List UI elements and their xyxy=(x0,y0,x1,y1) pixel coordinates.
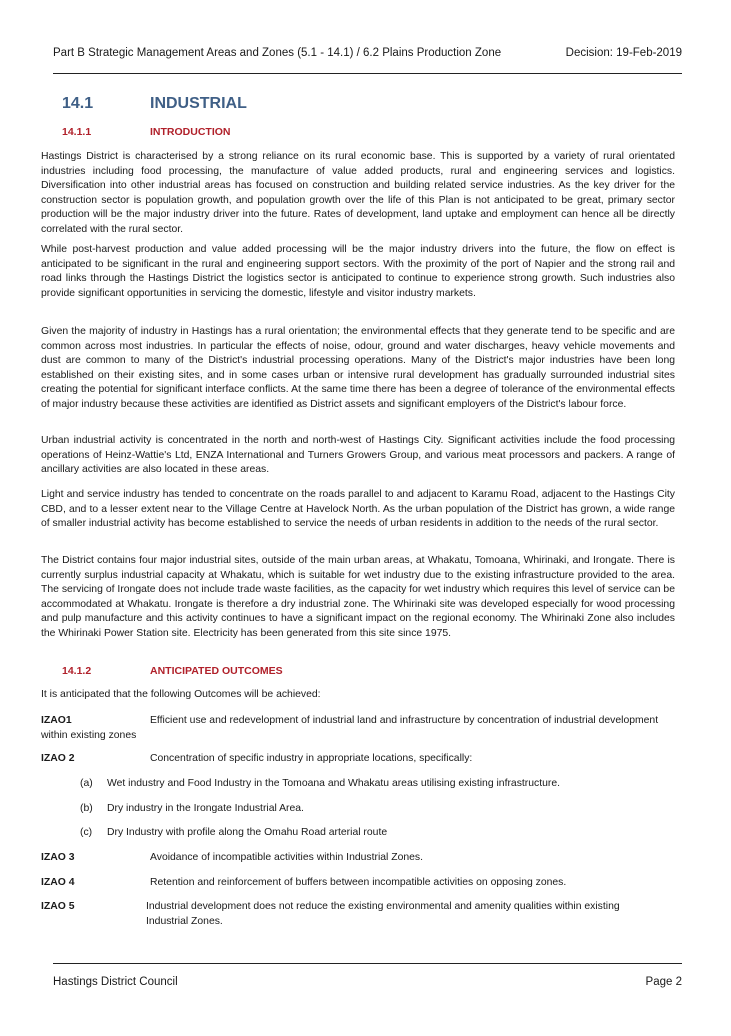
intro-paragraph-5: Light and service industry has tended to concentrate on the roads parallel to and adjacent to Karamu Road, adjacent to the Hastings City CBD, and to a lesser extent near to the Village Centre at Havelock North. As the urban population of the District has grown, a wide range of smaller industrial activity has become established to service the needs of urban residents in addition to the needs of the rural sector. xyxy=(41,489,675,530)
outcome-code: IZAO 3 xyxy=(41,852,75,863)
intro-paragraph-2: While post-harvest production and value added processing will be the major industry drivers into the future, the flow on effect is anticipated to be significant in the rural and engineering support sectors. With the proximity of the port of Napier and the strong rail and road links through the Hastings District the logistics sector is anticipated to continue to experience strong growth. Such industries also provide significant opportunities in servicing the domestic, lifestyle and visitor industry markets. xyxy=(41,244,675,299)
outcome-izao4 xyxy=(41,876,675,891)
outcome-subitem-a xyxy=(80,777,560,792)
outcomes-title: ANTICIPATED OUTCOMES xyxy=(150,665,283,677)
intro-paragraph-6: The District contains four major industrial sites, outside of the main urban areas, at Whakatu, Tomoana, Whirinaki, and Irongate. There is currently surplus industrial capacity at Whakatu, which is suitable for wet industry due to the existing infrastructure provided to the area. The servicing of Irongate does not include trade waste facilities, as the capacity for wet industry which requires this level of service can be accommodated at Whakatu. Irongate is therefore a dry industrial zone. The Whirinaki site was developed especially for wood processing and pulp manufacture and this activity continues to have a significant impact on the regional economy. The Whirinaki Zone also includes the Whirinaki Power Station site. Electricity has been generated from this site since 1975. xyxy=(41,555,675,639)
section-title: INDUSTRIAL xyxy=(150,95,247,112)
outcome-text: Industrial development does not reduce the existing environmental and amenity qualities within existing Industrial Zones. xyxy=(146,901,620,927)
outcome-izao5 xyxy=(41,900,621,929)
outcome-code: IZAO 2 xyxy=(41,753,75,764)
outcomes-heading xyxy=(62,665,283,677)
page-header xyxy=(53,47,682,74)
page-footer xyxy=(53,963,682,988)
footer-council-name: Hastings District Council xyxy=(53,976,178,988)
intro-paragraph-4: Urban industrial activity is concentrated in the north and north-west of Hastings City. Significant activities include the food processing operations of Heinz-Wattie's Ltd, ENZA International and Turners Growers Group, and various meat processors and packers. A range of ancillary activities are also located in these areas. xyxy=(41,435,675,476)
introduction-number: 14.1.1 xyxy=(62,126,92,138)
outcome-code: IZAO1 xyxy=(41,715,72,726)
subitem-text: Dry industry in the Irongate Industrial Area. xyxy=(107,803,304,814)
intro-paragraph-1: Hastings District is characterised by a strong reliance on its rural economic base. This is supported by a variety of rural orientated industries including food processing, the manufacture of value added products, rural and engineering services and logistics. Diversification into other industrial areas has focused on construction and building related service industries. As the key driver for the construction sector is population growth, and population growth over the life of this Plan is not anticipated to be great, primary sector production will be the major industry driver into the future. Rates of development, land uptake and employment can hence all be directly correlated with the rural sector. xyxy=(41,151,675,235)
subitem-label: (c) xyxy=(80,827,93,838)
outcome-text: Retention and reinforcement of buffers between incompatible activities on opposing zones. xyxy=(150,877,567,888)
header-decision-date: Decision: 19-Feb-2019 xyxy=(565,47,682,59)
outcome-code: IZAO 5 xyxy=(41,901,75,912)
introduction-heading xyxy=(62,126,231,138)
outcome-izao2 xyxy=(41,752,675,767)
footer-page-number: Page 2 xyxy=(645,976,682,988)
outcome-izao1 xyxy=(41,714,675,743)
section-number: 14.1 xyxy=(62,95,94,112)
header-document-title: Part B Strategic Management Areas and Zones (5.1 - 14.1) / 6.2 Plains Production Zone xyxy=(53,47,502,59)
outcome-text: Efficient use and redevelopment of industrial land and infrastructure by concentration of industrial development within existing zones xyxy=(41,715,659,741)
outcome-text: Concentration of specific industry in appropriate locations, specifically: xyxy=(150,753,473,764)
outcome-izao3 xyxy=(41,851,675,866)
intro-paragraph-3: Given the majority of industry in Hastings has a rural orientation; the environmental effects that they generate tend to be specific and are common across most industries. In particular the effects of noise, odour, ground and water discharges, heavy vehicle movements and dust are common to many of the District's industrial processing operations. Many of the District's major industries have been long established on their existing sites, and in some cases urban or intensive rural development has gradually surrounded industrial sites creating the potential for significant interface conflicts. At the same time there has been a degree of tolerance of the environmental effects of major industry because these activities are identified as District assets and significant employers of the District's labour force. xyxy=(41,326,675,410)
outcome-subitem-b xyxy=(80,802,304,817)
subitem-text: Wet industry and Food Industry in the Tomoana and Whakatu areas utilising existing infrastructure. xyxy=(107,778,561,789)
section-heading xyxy=(62,95,247,113)
outcomes-number: 14.1.2 xyxy=(62,665,92,677)
outcome-text: Avoidance of incompatible activities within Industrial Zones. xyxy=(150,852,423,863)
outcome-code: IZAO 4 xyxy=(41,877,75,888)
subitem-text: Dry Industry with profile along the Omahu Road arterial route xyxy=(107,827,388,838)
subitem-label: (b) xyxy=(80,803,93,814)
outcome-subitem-c xyxy=(80,826,387,841)
subitem-label: (a) xyxy=(80,778,93,789)
introduction-title: INTRODUCTION xyxy=(150,126,231,138)
outcomes-lead: It is anticipated that the following Outcomes will be achieved: xyxy=(41,689,321,700)
